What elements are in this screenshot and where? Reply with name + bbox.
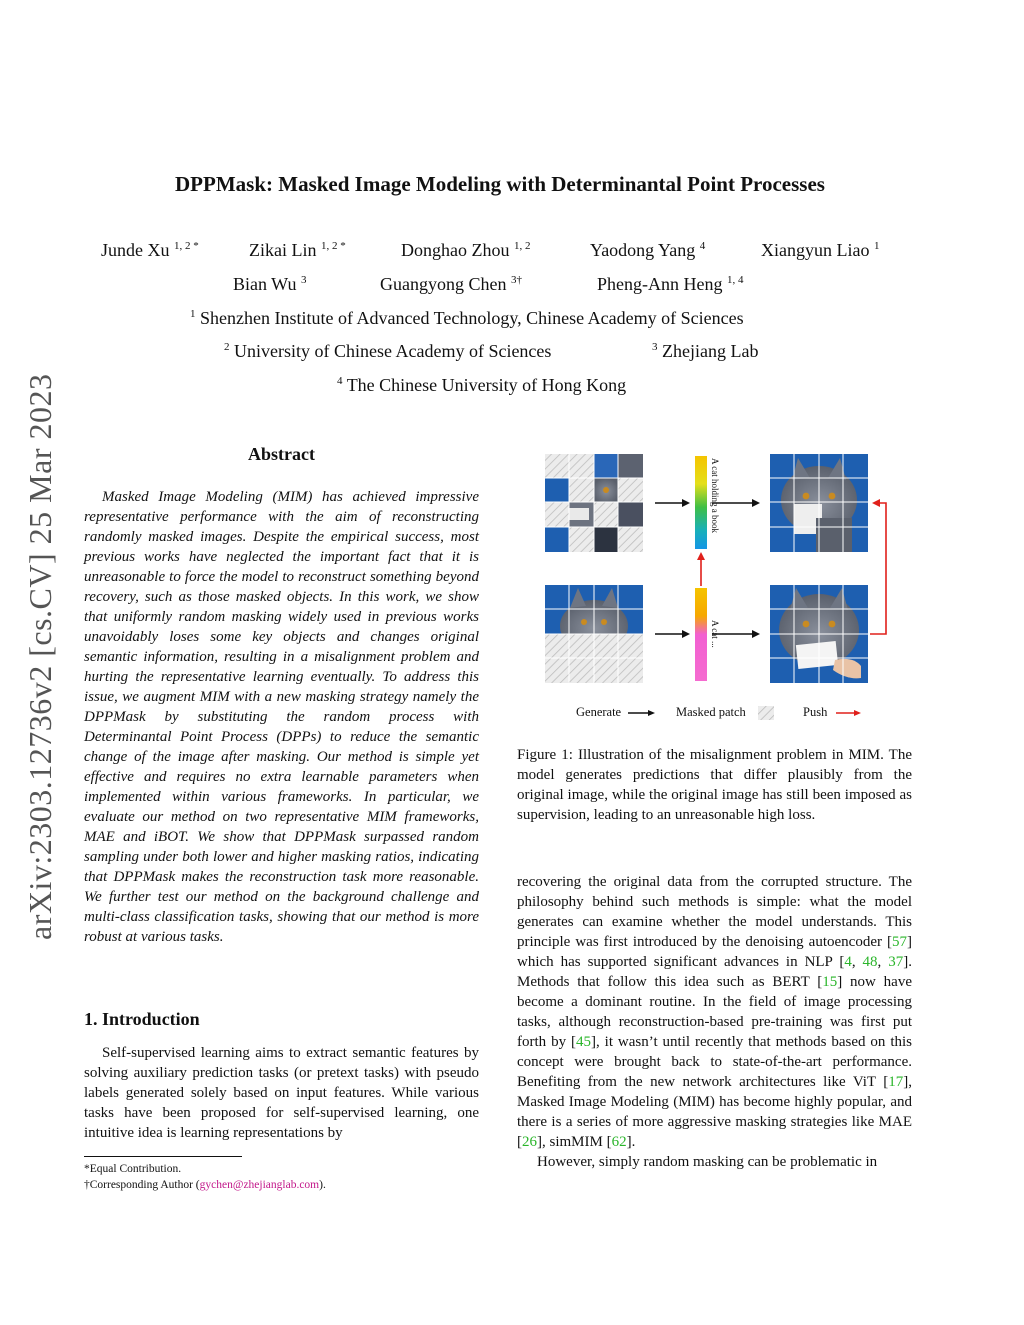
text-run: ], it wasn’t until recently that methods based on this concept were brought back to state-of-the-art performance. Benefiting from the new network architectures like ViT [ [517, 1034, 912, 1090]
text-run: ] now have become a dominant routine. In the field of image processing tasks, although reconstruction-based pre-training was first put forth by [ [517, 974, 912, 1050]
paper-title: DPPMask: Masked Image Modeling with Determinantal Point Processes [175, 172, 825, 196]
text-run: , [851, 954, 863, 970]
section-heading-introduction: 1. Introduction [84, 1009, 200, 1029]
figure-1 [540, 448, 900, 728]
arxiv-identifier: arXiv:2303.12736v2 [cs.CV] 25 Mar 2023 [22, 373, 58, 940]
text-run: ]. [626, 1134, 636, 1150]
text-run: , [877, 954, 889, 970]
figure-caption: Figure 1: Illustration of the misalignment problem in MIM. The model generates predictions that differ plausibly from the original image, while the original image has still been imposed as supervision, leading to an unreasonable high loss. [517, 747, 912, 823]
affiliation-3: $^3$ Zhejiang Lab [652, 341, 759, 361]
citation-link[interactable]: 4 [844, 954, 852, 970]
author: Junde Xu $^{1, 2 *}$ [101, 240, 199, 260]
text-run: recovering the original data from the corrupted structure. The philosophy behind such methods is simple: what the model generates can examine whether the model understands. This principle was first introduced by the denoising autoencoder [ [517, 874, 912, 950]
masked-image-top [545, 454, 643, 552]
right-column-text [517, 872, 912, 1172]
text-run: ] which has supported significant advances in NLP [ [517, 934, 912, 970]
figure-illustration [540, 448, 900, 728]
email-link[interactable]: gychen@zhejianglab.com [199, 1179, 320, 1191]
generate-arrows [655, 499, 760, 638]
caption-text-bottom: A cat ... [710, 620, 720, 648]
legend-push-label: Push [803, 705, 828, 719]
body-paragraph [517, 872, 912, 1152]
author: Xiangyun Liao $^1$ [761, 240, 880, 260]
footnote-corresponding-author: †Corresponding Author (gychen@zhejianglab.com). [84, 1179, 326, 1191]
author: Guangyong Chen $^{3\dagger}$ [380, 274, 522, 294]
abstract-text: Masked Image Modeling (MIM) has achieved impressive representative performance with the aim of reconstructing randomly masked images. Despite the empirical success, most previous works have neglected the important fact that it is unreasonable to force the model to reconstruct something beyond recovery, such as those masked objects. In this work, we show that uniformly random masking widely used in previous works unavoidably loses some key objects and changes original semantic information, resulting in a misalignment problem and hurting the representative learning eventually. To address this issue, we augment MIM with a new masking strategy namely the DPPMask by substituting the random process with Determinantal Point Process (DPPs) to reduce the semantic change of the image after masking. Our method is simple yet effective and requires no extra learnable parameters when implemented within various frameworks. In particular, we evaluate our method on two representative MIM frameworks, MAE and iBOT. We show that DPPMask surpassed random sampling under both lower and higher masking ratios, indicating that DPPMask makes the reconstruction task more reasonable. We further test our method on the background challenge and multi-class classification tasks, showing that our method is more robust at various tasks. [84, 489, 479, 945]
authors-row-1 [60, 240, 960, 266]
feature-bar-top [695, 456, 707, 549]
abstract-heading: Abstract [248, 444, 315, 464]
masked-image-bottom [545, 585, 643, 683]
citation-link[interactable]: 45 [576, 1034, 591, 1050]
body-paragraph: However, simply random masking can be problematic in [537, 1154, 878, 1170]
intro-paragraph: Self-supervised learning aims to extract semantic features by solving auxiliary prediction tasks (or pretext tasks) with pseudo labels generated solely based on input features. While various tasks have been proposed for self-supervised learning, one intuitive idea is learning representations by [84, 1045, 479, 1141]
legend-masked-patch-label: Masked patch [676, 705, 746, 719]
footnote-equal-contribution: *Equal Contribution. [84, 1163, 182, 1175]
citation-link[interactable]: 17 [888, 1074, 904, 1090]
citation-link[interactable]: 26 [522, 1134, 537, 1150]
citation-link[interactable]: 62 [611, 1134, 627, 1150]
citation-link[interactable]: 57 [892, 934, 907, 950]
author: Bian Wu $^3$ [233, 274, 307, 294]
affiliation-1: $^1$ Shenzhen Institute of Advanced Technology, Chinese Academy of Sciences [190, 308, 744, 328]
author: Pheng-Ann Heng $^{1, 4}$ [597, 274, 744, 294]
affiliation-4: $^4$ The Chinese University of Hong Kong [337, 375, 627, 395]
citation-link[interactable]: 48 [862, 954, 878, 970]
caption-text-top: A cat holding a book [710, 458, 720, 533]
push-arrow-bracket [870, 499, 886, 634]
original-image-bottom [770, 585, 868, 683]
push-arrow-vertical [697, 552, 705, 586]
generated-image-top [770, 454, 868, 552]
text-run: ]. Methods that follow this idea such as BERT [ [517, 954, 912, 990]
citation-link[interactable]: 15 [822, 974, 838, 990]
affiliation-2: $^2$ University of Chinese Academy of Sciences [224, 341, 552, 361]
citation-link[interactable]: 37 [888, 954, 904, 970]
footnote-rule [84, 1156, 242, 1157]
feature-bar-bottom [695, 588, 707, 681]
author: Yaodong Yang $^4$ [590, 240, 706, 260]
authors-row-2 [60, 274, 960, 300]
text-run: ], simMIM [ [537, 1134, 612, 1150]
author: Zikai Lin $^{1, 2 *}$ [249, 240, 346, 260]
legend-generate-label: Generate [576, 705, 622, 719]
author: Donghao Zhou $^{1, 2}$ [401, 240, 531, 260]
text-run: ], Masked Image Modeling (MIM) has become highly popular, and there is a series of more aggressive masking strategies like MAE [ [517, 1074, 912, 1150]
